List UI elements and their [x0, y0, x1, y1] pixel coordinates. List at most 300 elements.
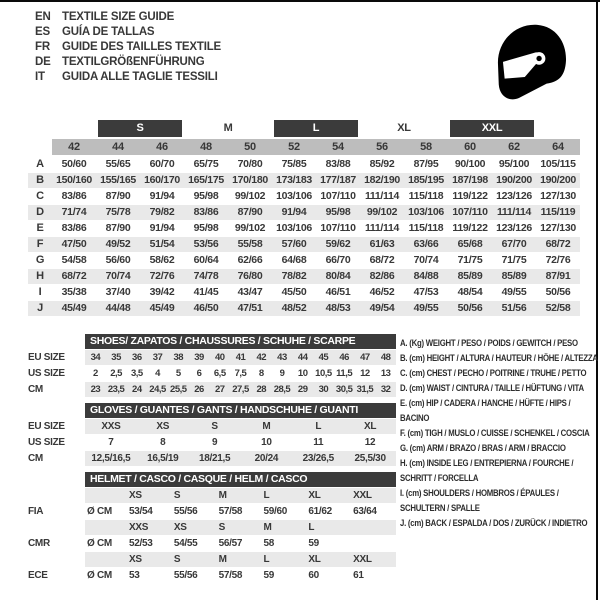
size-value-cell: 165/175 — [188, 174, 224, 186]
unit-spacer — [85, 552, 127, 567]
helmet-size-cell: XXL — [353, 554, 372, 565]
helmet-value-row-ECE — [28, 568, 396, 583]
shoe-size-cell: 44 — [297, 352, 308, 363]
row-label-ece: ECE — [28, 570, 48, 581]
sub-table-row — [28, 435, 396, 450]
glove-size-cell: 12 — [364, 437, 376, 448]
glove-size-cell: 8 — [160, 437, 166, 448]
size-value-cell: 190/200 — [496, 174, 532, 186]
shoe-size-cell: 29 — [297, 384, 308, 395]
size-value-cell: 99/102 — [366, 206, 398, 218]
size-group-M: M — [223, 122, 233, 134]
shoe-size-cell: 38 — [173, 352, 184, 363]
size-value-cell: 107/110 — [320, 190, 356, 202]
size-value-cell: 87/90 — [105, 190, 131, 202]
size-value-cell: 111/114 — [364, 222, 400, 234]
measurement-row-A — [28, 157, 580, 172]
size-value-cell: 48/53 — [325, 302, 351, 314]
shoe-size-cell: 25,5 — [170, 384, 187, 395]
row-label-empty — [28, 520, 85, 535]
helmet-table-title: HELMET / CASCO / CASQUE / HELM / CASCO — [85, 472, 396, 487]
shoe-size-cell: 41 — [235, 352, 246, 363]
measurement-row-J — [28, 301, 580, 316]
size-value-cell: 75/78 — [105, 206, 131, 218]
size-value-cell: 95/98 — [193, 190, 219, 202]
legend-item-h: H. (cm) INSIDE LEG / ENTREPIERNA / FOURCHE / SCHRITT / FORCELLA — [400, 458, 574, 484]
sub-table-row — [28, 350, 396, 365]
row-label-J: J — [37, 302, 43, 314]
size-value-cell: 115/119 — [540, 206, 576, 218]
language-row — [35, 40, 221, 55]
gloves-size-table — [28, 403, 396, 466]
shoes-size-table — [28, 334, 396, 397]
size-group-XXL: XXL — [450, 120, 534, 137]
size-group-XL: XL — [397, 122, 411, 134]
row-label-cm: CM — [28, 453, 43, 464]
legend-item-f: F. (cm) TIGH / MUSLO / CUISSE / SCHENKEL / COSCIA — [400, 428, 590, 439]
row-label-empty — [28, 488, 85, 503]
size-value-cell: 66/70 — [325, 254, 351, 266]
row-values — [85, 382, 396, 397]
size-column-48: 48 — [184, 139, 228, 155]
helmet-size-cell: 53/54 — [129, 506, 153, 517]
size-value-cell: 63/66 — [413, 238, 439, 250]
legend-item-i: I. (cm) SHOULDERS / HOMBROS / ÉPAULES / SCHULTERN / SPALLE — [400, 488, 559, 514]
shoe-size-cell: 12 — [360, 368, 370, 379]
helmet-size-cell: M — [218, 554, 227, 565]
size-value-cell: 127/130 — [540, 222, 576, 234]
helmet-size-cell: 59 — [308, 538, 319, 549]
shoe-size-cell: 13 — [380, 368, 391, 379]
size-value-cell: 78/82 — [281, 270, 307, 282]
diameter-unit-label: Ø CM — [87, 506, 112, 517]
size-value-cell: 119/122 — [452, 190, 488, 202]
measurement-row-E — [28, 221, 580, 236]
size-group-L: L — [274, 120, 358, 137]
size-value-cell: 105/115 — [540, 158, 576, 170]
size-value-cell: 103/106 — [408, 206, 444, 218]
size-value-cell: 50/56 — [457, 302, 483, 314]
helmet-size-cell: 61/62 — [308, 506, 332, 517]
size-value-cell: 95/98 — [325, 206, 351, 218]
language-code: DE — [35, 56, 51, 68]
helmet-size-cell: 52/53 — [129, 538, 153, 549]
size-value-cell: 91/94 — [281, 206, 307, 218]
size-value-cell: 107/110 — [452, 206, 488, 218]
sub-tables — [28, 334, 396, 589]
helmet-size-cell: M — [263, 522, 272, 533]
helmet-size-row-FIA — [28, 488, 396, 503]
size-value-cell: 54/58 — [61, 254, 87, 266]
shoe-size-cell: 46 — [339, 352, 349, 363]
size-value-cell: 61/63 — [369, 238, 395, 250]
size-column-64: 64 — [536, 139, 580, 155]
size-value-cell: 90/100 — [454, 158, 486, 170]
helmet-size-cell: XXL — [353, 490, 372, 501]
helmet-size-cell: 55/56 — [173, 506, 198, 517]
size-value-cell: 45/49 — [61, 302, 87, 314]
glove-size-cell: 20/24 — [254, 453, 279, 464]
size-group-empty — [536, 120, 580, 137]
shoe-size-cell: 39 — [194, 352, 204, 363]
glove-size-cell: 12,5/16,5 — [91, 453, 131, 464]
helmet-size-cell: 63/64 — [353, 506, 377, 517]
size-value-cell: 99/102 — [234, 222, 266, 234]
language-code: EN — [35, 11, 51, 23]
diameter-unit-label: Ø CM — [87, 538, 112, 549]
size-value-cell: 47/50 — [61, 238, 87, 250]
size-value-cell: 45/49 — [149, 302, 175, 314]
helmet-value-row-CMR — [28, 536, 396, 551]
size-column-62: 62 — [492, 139, 536, 155]
row-label-A: A — [36, 158, 44, 170]
helmet-sizes — [85, 488, 396, 503]
size-value-cell: 39/42 — [149, 286, 175, 298]
size-value-cell: 60/70 — [149, 158, 175, 170]
glove-size-cell: 10 — [261, 437, 272, 448]
row-label-cm: CM — [28, 384, 43, 395]
helmet-size-cell: L — [263, 490, 270, 501]
size-value-cell: 95/100 — [498, 158, 530, 170]
size-value-cell: 52/58 — [545, 302, 571, 314]
shoe-size-cell: 31,5 — [356, 384, 374, 395]
shoe-size-cell: 28 — [256, 384, 267, 395]
size-column-50: 50 — [228, 139, 272, 155]
row-label-D: D — [36, 206, 44, 218]
measurement-row-C — [28, 189, 580, 204]
size-value-cell: 85/89 — [457, 270, 483, 282]
glove-size-cell: XXS — [101, 421, 121, 432]
sub-table-row — [28, 451, 396, 466]
sub-table-row — [28, 366, 396, 381]
language-code: ES — [35, 26, 50, 38]
racing-helmet-icon — [487, 12, 571, 110]
size-value-cell: 65/68 — [457, 238, 483, 250]
measurement-row-G — [28, 253, 580, 268]
glove-size-cell: 18/21,5 — [198, 453, 231, 464]
size-value-cell: 50/60 — [61, 158, 87, 170]
size-value-cell: 72/76 — [545, 254, 571, 266]
legend-item-d: D. (cm) WAIST / CINTURA / TAILLE / HÜFTUNG / VITA — [400, 383, 584, 394]
size-value-cell: 123/126 — [496, 222, 532, 234]
size-value-cell: 51/56 — [501, 302, 527, 314]
legend-item-c: C. (cm) CHEST / PECHO / POITRINE / TRUHE / PETTO — [400, 368, 587, 379]
size-value-cell: 70/74 — [413, 254, 439, 266]
size-value-cell: 83/86 — [193, 206, 219, 218]
helmet-values — [85, 536, 396, 551]
size-value-cell: 72/76 — [149, 270, 175, 282]
size-value-cell: 57/60 — [281, 238, 307, 250]
size-value-cell: 85/92 — [369, 158, 395, 170]
size-value-cell: 111/114 — [364, 190, 400, 202]
row-values — [85, 366, 396, 381]
shoe-size-cell: 5 — [175, 368, 181, 379]
textile-size-table — [28, 120, 580, 317]
size-value-cell: 173/183 — [276, 174, 312, 186]
helmet-size-cell: 56/57 — [218, 538, 243, 549]
size-group-S: S — [98, 120, 182, 137]
row-label-G: G — [35, 254, 45, 266]
size-value-cell: 87/90 — [105, 222, 131, 234]
sub-table-row — [28, 419, 396, 434]
size-value-cell: 49/52 — [105, 238, 131, 250]
shoe-size-cell: 35 — [111, 352, 121, 363]
size-number-header-row — [28, 139, 580, 155]
helmet-size-cell — [351, 520, 396, 535]
guide-title-fr: GUIDE DES TAILLES TEXTILE — [62, 41, 221, 53]
size-value-cell: 75/85 — [281, 158, 307, 170]
size-value-cell: 70/74 — [105, 270, 131, 282]
language-row — [35, 10, 221, 25]
glove-size-cell: 7 — [108, 437, 114, 448]
size-value-cell: 119/122 — [452, 222, 488, 234]
glove-size-cell: 11 — [313, 437, 324, 448]
size-value-cell: 182/190 — [364, 174, 400, 186]
size-value-cell: 49/55 — [501, 286, 527, 298]
size-value-cell: 46/52 — [369, 286, 395, 298]
row-label-H: H — [36, 270, 44, 282]
size-value-cell: 46/51 — [325, 286, 351, 298]
shoe-size-cell: 24,5 — [149, 384, 166, 395]
size-group-row — [28, 120, 580, 137]
legend-item-e: E. (cm) HIP / CADERA / HANCHE / HÜFTE / HIPS / BACINO — [400, 398, 571, 424]
size-value-cell: 185/195 — [408, 174, 444, 186]
shoe-size-cell: 43 — [277, 352, 287, 363]
glove-size-cell: XL — [363, 421, 377, 432]
helmet-size-cell: XS — [129, 490, 142, 501]
row-label-empty — [28, 552, 85, 567]
helmet-size-cell: XS — [129, 554, 142, 565]
size-value-cell: 62/66 — [237, 254, 263, 266]
unit-spacer — [85, 520, 127, 535]
shoe-size-cell: 3,5 — [130, 368, 143, 379]
size-value-cell: 67/70 — [501, 238, 527, 250]
helmet-size-row-ECE — [28, 552, 396, 567]
helmet-size-cell: 54/55 — [173, 538, 198, 549]
language-code: FR — [35, 41, 50, 53]
size-value-cell: 43/47 — [237, 286, 263, 298]
size-value-cell: 80/84 — [325, 270, 351, 282]
shoe-size-cell: 4 — [155, 368, 160, 379]
size-value-cell: 50/56 — [545, 286, 571, 298]
glove-size-cell: M — [262, 421, 271, 432]
shoe-size-cell: 24 — [132, 384, 142, 395]
helmet-size-cell: 59/60 — [263, 506, 288, 517]
helmet-size-cell: 57/58 — [218, 506, 243, 517]
size-column-52: 52 — [272, 139, 316, 155]
helmet-values — [85, 504, 396, 519]
glove-size-cell: 23/26,5 — [302, 453, 334, 464]
glove-size-cell: XS — [156, 421, 170, 432]
size-column-60: 60 — [448, 139, 492, 155]
size-value-cell: 55/58 — [237, 238, 263, 250]
shoe-size-cell: 30 — [318, 384, 329, 395]
size-value-cell: 84/88 — [413, 270, 439, 282]
glove-size-cell: S — [211, 421, 218, 432]
row-values — [85, 435, 396, 450]
shoes-table-title: SHOES/ ZAPATOS / CHAUSSURES / SCHUHE / SCARPE — [85, 334, 396, 349]
language-row — [35, 70, 221, 85]
helmet-size-row-CMR — [28, 520, 396, 535]
shoe-size-cell: 27,5 — [232, 384, 249, 395]
shoe-size-cell: 34 — [90, 352, 101, 363]
shoe-size-cell: 11,5 — [336, 368, 353, 379]
helmet-size-cell: 57/58 — [218, 570, 243, 581]
language-code: IT — [35, 71, 45, 83]
size-value-cell: 68/72 — [61, 270, 87, 282]
helmet-value-row-FIA — [28, 504, 396, 519]
measurement-row-I — [28, 285, 580, 300]
row-values — [85, 350, 396, 365]
size-value-cell: 45/50 — [281, 286, 307, 298]
size-value-cell: 170/180 — [232, 174, 268, 186]
size-value-cell: 59/62 — [325, 238, 351, 250]
measurement-row-B — [28, 173, 580, 188]
size-value-cell: 35/38 — [61, 286, 87, 298]
shoe-size-cell: 2 — [92, 368, 98, 379]
helmet-size-cell: S — [218, 522, 226, 533]
size-value-cell: 115/118 — [408, 190, 444, 202]
helmet-values — [85, 568, 396, 583]
size-value-cell: 123/126 — [496, 190, 532, 202]
shoe-size-cell: 10,5 — [315, 368, 332, 379]
row-label-F: F — [36, 238, 44, 250]
helmet-size-cell: XL — [308, 554, 321, 565]
size-value-cell: 85/89 — [501, 270, 527, 282]
helmet-size-cell — [351, 536, 396, 551]
size-value-cell: 46/50 — [193, 302, 219, 314]
shoe-size-cell: 8 — [258, 368, 264, 379]
shoe-size-cell: 32 — [380, 384, 391, 395]
guide-title-en: TEXTILE SIZE GUIDE — [62, 11, 175, 23]
guide-title-es: GUÍA DE TALLAS — [62, 26, 155, 38]
helmet-size-cell: XL — [308, 490, 321, 501]
size-value-cell: 107/110 — [320, 222, 356, 234]
helmet-sizes — [85, 520, 396, 535]
size-value-cell: 55/65 — [105, 158, 131, 170]
size-value-cell: 83/86 — [61, 190, 87, 202]
size-column-46: 46 — [140, 139, 184, 155]
size-value-cell: 82/86 — [369, 270, 395, 282]
row-label-C: C — [36, 190, 44, 202]
legend-item-a: A. (Kg) WEIGHT / PESO / POIDS / GEWITCH / PESO — [400, 338, 578, 349]
shoe-size-cell: 45 — [318, 352, 329, 363]
helmet-size-cell: XXS — [129, 522, 149, 533]
size-value-cell: 71/74 — [61, 206, 87, 218]
size-value-cell: 71/75 — [457, 254, 483, 266]
size-column-58: 58 — [404, 139, 448, 155]
size-value-cell: 115/118 — [408, 222, 444, 234]
glove-size-cell: 16,5/19 — [147, 453, 179, 464]
helmet-size-cell: S — [173, 490, 181, 501]
shoe-size-cell: 26 — [194, 384, 204, 395]
shoe-size-cell: 30,5 — [335, 384, 353, 395]
shoe-size-cell: 36 — [132, 352, 142, 363]
diameter-unit-label: Ø CM — [87, 570, 112, 581]
helmet-size-cell: L — [263, 554, 270, 565]
shoe-size-cell: 6,5 — [213, 368, 226, 379]
helmet-size-cell: L — [308, 522, 315, 533]
row-label-fia: FIA — [28, 506, 44, 517]
size-value-cell: 71/75 — [501, 254, 527, 266]
shoe-size-cell: 42 — [256, 352, 267, 363]
legend-item-g: G. (cm) ARM / BRAZO / BRAS / ARM / BRACCIO — [400, 443, 566, 454]
legend-item-b: B. (cm) HEIGHT / ALTURA / HAUTEUR / HÖHE / ALTEZZA — [400, 353, 598, 364]
gloves-table-title: GLOVES / GUANTES / GANTS / HANDSCHUHE / GUANTI — [85, 403, 396, 418]
size-value-cell: 127/130 — [540, 190, 576, 202]
size-value-cell: 58/62 — [149, 254, 175, 266]
helmet-size-cell: 53 — [129, 570, 140, 581]
size-value-cell: 111/114 — [496, 206, 532, 218]
size-value-cell: 91/94 — [149, 190, 175, 202]
row-label-cmr: CMR — [28, 538, 50, 549]
helmet-size-cell: XS — [173, 522, 187, 533]
shoe-size-cell: 7,5 — [234, 368, 247, 379]
size-value-cell: 91/94 — [149, 222, 175, 234]
helmet-size-cell: 58 — [263, 538, 275, 549]
shoe-size-cell: 23,5 — [107, 384, 125, 395]
size-value-cell: 87/90 — [237, 206, 263, 218]
size-value-cell: 87/95 — [413, 158, 439, 170]
measurement-legend — [400, 336, 598, 531]
guide-title-de: TEXTILGRÖßENFÜHRUNG — [62, 56, 205, 68]
size-value-cell: 51/54 — [149, 238, 175, 250]
size-value-cell: 64/68 — [281, 254, 307, 266]
glove-size-cell: 25,5/30 — [354, 453, 386, 464]
shoe-size-cell: 48 — [380, 352, 391, 363]
language-row — [35, 55, 221, 70]
shoe-size-cell: 10 — [297, 368, 308, 379]
language-title-list — [35, 10, 221, 85]
top-border-line — [0, 0, 600, 2]
size-value-cell: 83/86 — [61, 222, 87, 234]
sub-table-row — [28, 382, 396, 397]
size-value-cell: 68/72 — [545, 238, 571, 250]
row-label-I: I — [38, 286, 42, 298]
size-value-cell: 74/78 — [193, 270, 219, 282]
size-value-cell: 48/52 — [281, 302, 307, 314]
racing-helmet-icon — [487, 12, 571, 110]
size-value-cell: 150/160 — [56, 174, 92, 186]
size-value-cell: 65/75 — [193, 158, 219, 170]
size-value-cell: 177/187 — [320, 174, 356, 186]
header-spacer — [28, 139, 52, 155]
shoe-size-cell: 2,5 — [110, 368, 122, 379]
shoe-size-cell: 6 — [196, 368, 202, 379]
helmet-size-cell: 55/56 — [173, 570, 198, 581]
size-column-44: 44 — [96, 139, 140, 155]
size-value-cell: 160/170 — [144, 174, 180, 186]
shoe-size-cell: 40 — [214, 352, 225, 363]
size-value-cell: 87/91 — [545, 270, 571, 282]
helmet-size-cell: 60 — [308, 570, 319, 581]
size-value-cell: 37/40 — [105, 286, 131, 298]
shoe-size-cell: 27 — [214, 384, 225, 395]
size-value-cell: 76/80 — [237, 270, 263, 282]
size-group-empty — [28, 120, 96, 137]
glove-size-cell: 9 — [211, 437, 218, 448]
size-value-cell: 187/198 — [452, 174, 488, 186]
row-label-eu-size: EU SIZE — [28, 352, 65, 363]
shoe-size-cell: 47 — [360, 352, 370, 363]
shoe-size-cell: 9 — [279, 368, 285, 379]
size-column-56: 56 — [360, 139, 404, 155]
size-value-cell: 48/54 — [457, 286, 483, 298]
size-value-cell: 95/98 — [193, 222, 219, 234]
size-value-cell: 47/53 — [413, 286, 439, 298]
row-label-us-size: US SIZE — [28, 368, 65, 379]
size-value-cell: 103/106 — [276, 190, 312, 202]
